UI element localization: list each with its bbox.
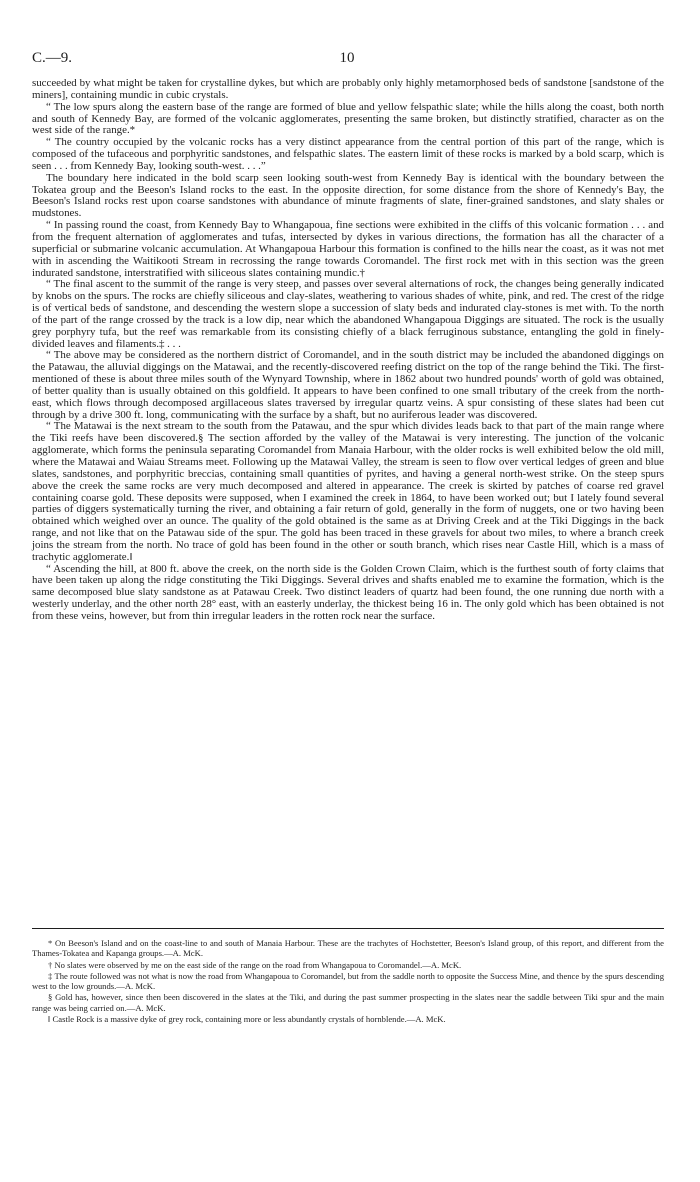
paragraph: “ The low spurs along the eastern base of the range are formed of blue and yellow felspathic slate; while the hills along the coast, both north and south of Kennedy Bay, are formed of the volcanic agglomerates, presenting the same broken, but distinctly stratified, character as on the west side of the range.* [32, 100, 664, 137]
paragraph: “ The above may be considered as the northern district of Coromandel, and in the south district may be included the abandoned diggings on the Patawau, the alluvial diggings on the Matawai, and the recently-discovered reefing district on the top of the range behind the Tiki. The first-mentioned of these is about three miles south of the Wynyard Township, where in 1862 about two hundred pounds' worth of gold was obtained, of better quality than is usually obtained on this goldfield. It appears to have been confined to one small tributary of the creek from the north-east, which flows through decomposed argillaceous slates traversed by irregular quartz veins. A spur consisting of these slates had been cut through by a drive 300 ft. long, communicating with the surface by a shaft, but no auriferous leader was discovered. [32, 349, 664, 421]
footnote: * On Beeson's Island and on the coast-line to and south of Manaia Harbour. These are the trachytes of Hochstetter, Beeson's Island group, of this report, and different from the Thames-Tokatea and Kapanga groups.—A. McK. [32, 938, 664, 959]
paragraph: “ Ascending the hill, at 800 ft. above the creek, on the north side is the Golden Crown Claim, which is the furthest south of forty claims that have been taken up along the ridge constituting the Tiki Diggings. Several drives and shafts enabled me to examine the formation, which is the same decomposed blue slaty sandstone as at Patawau Creek. Two distinct leaders of quartz had been found, the one running due north with a westerly underlay, and the other north 28° east, with an easterly underlay, the thickest being 16 in. The only gold which has been obtained is not from these veins, however, but from thin irregular leaders in the rotten rock near the surface. [32, 562, 664, 622]
paragraph: “ In passing round the coast, from Kennedy Bay to Whangapoua, fine sections were exhibited in the cliffs of this volcanic formation . . . and from the frequent alternation of agglomerates and tufas, intersected by dykes in various directions, the formation has all the character of a superficial or submarine volcanic accumulation. At Whangapoua Harbour this formation is confined to the hills near the coast, as it was not met with in ascending the Waitikooti Stream in recrossing the range towards Coromandel. The first rock met with in this section was the green indurated sandstone, interstratified with siliceous slates containing mundic.† [32, 219, 664, 279]
body-text [32, 78, 664, 623]
page-number: 10 [339, 50, 355, 66]
footnote: † No slates were observed by me on the east side of the range on the road from Whangapoua to Coromandel.—A. McK. [48, 959, 462, 970]
paragraph: “ The country occupied by the volcanic rocks has a very distinct appearance from the central portion of this part of the range, which is composed of the tufaceous and porphyritic sandstones, and felspathic slates. The eastern limit of these rocks is marked by a bold scarp, which is seen . . . from Kennedy Bay, looking south-west. . . .” [32, 136, 664, 172]
page-header [32, 50, 662, 72]
report-code: C.—9. [32, 50, 73, 66]
paragraph: succeeded by what might be taken for crystalline dykes, but which are probably only highly metamorphosed beds of sandstone [sandstone of the miners], containing mundic in cubic crystals. [32, 77, 664, 101]
footnotes [32, 938, 664, 1025]
footnote: ‡ The route followed was not what is now the road from Whangapoua to Coromandel, but from the saddle north to opposite the Success Mine, and thence by the spurs descending west to the low grounds.—A. McK. [32, 970, 664, 992]
footnote: ‖ Castle Rock is a massive dyke of grey rock, containing more or less abundantly crystals of hornblende.—A. McK. [48, 1014, 446, 1025]
footnote: § Gold has, however, since then been discovered in the slates at the Tiki, and during the past summer prospecting in the slates near the saddle between Tiki spur and the main range was being carried on.—A. McK. [32, 992, 664, 1013]
paragraph: The boundary here indicated in the bold scarp seen looking south-west from Kennedy Bay is identical with the boundary between the Tokatea group and the Beeson's Island rocks to the east. In the opposite direction, for some distance from the shore of Kennedy's Bay, the Beeson's Island rocks rest upon coarse sandstones with abundance of minute fragments of slate, finer-grained sandstones, and slaty shales or mudstones. [32, 171, 664, 220]
paragraph: “ The Matawai is the next stream to the south from the Patawau, and the spur which divides leads back to that part of the main range where the Tiki reefs have been discovered.§ The section afforded by the valley of the Matawai is very interesting. The junction of the volcanic agglomerate, which forms the peninsula separating Coromandel from Manaia Harbour, with the older rocks is well exhibited below the old mill, where the Matawai and Waiau Streams meet. Following up the Matawai Valley, the stream is seen to flow over vertical ledges of green and blue slates, sandstones, and porphyritic breccias, containing small quantities of pyrites, and having a general north-west strike. On the steep spurs above the creek the same rocks are very much decomposed and altered in appearance. The creek is skirted by patches of coarse red gravel containing coarse gold. These deposits were supposed, when I examined the creek in 1864, to have been worked out; but I lately found several parties of diggers systematically turning the river, and obtaining a fair return of gold, generally in the form of nuggets, one or two having been obtained which weighed over an ounce. The quality of the gold obtained is the same as at Driving Creek and at the Tiki Diggings in the back range, and not like that on the Patawau side of the spur. The gold has been traced in these gravels for about two miles, to where a branch creek joins the stream from the north. No trace of gold has been found in the other or south branch, which rises near Castle Hill, which is a mass of trachytic agglomerate.‖ [32, 420, 664, 563]
paragraph: “ The final ascent to the summit of the range is very steep, and passes over several alternations of rock, the changes being generally indicated by knobs on the spurs. The rocks are chiefly siliceous and clay-slates, weathering to various shades of white, pink, and red. The crest of the ridge is of vertical beds of sandstone, and descending the western slope a succession of slaty beds and indurated clay-stones is met with. To the north of the part of the range crossed by the track is a low dip, near which the abandoned Whangapoua Diggings are situated. The rock is the usually grey porphyry tufa, but the reef was remarkable from its consisting chiefly of a black ferruginous substance, entangling the gold in finely-divided leaves and filaments.‡ . . . [32, 278, 664, 350]
footnote-divider [32, 928, 664, 929]
